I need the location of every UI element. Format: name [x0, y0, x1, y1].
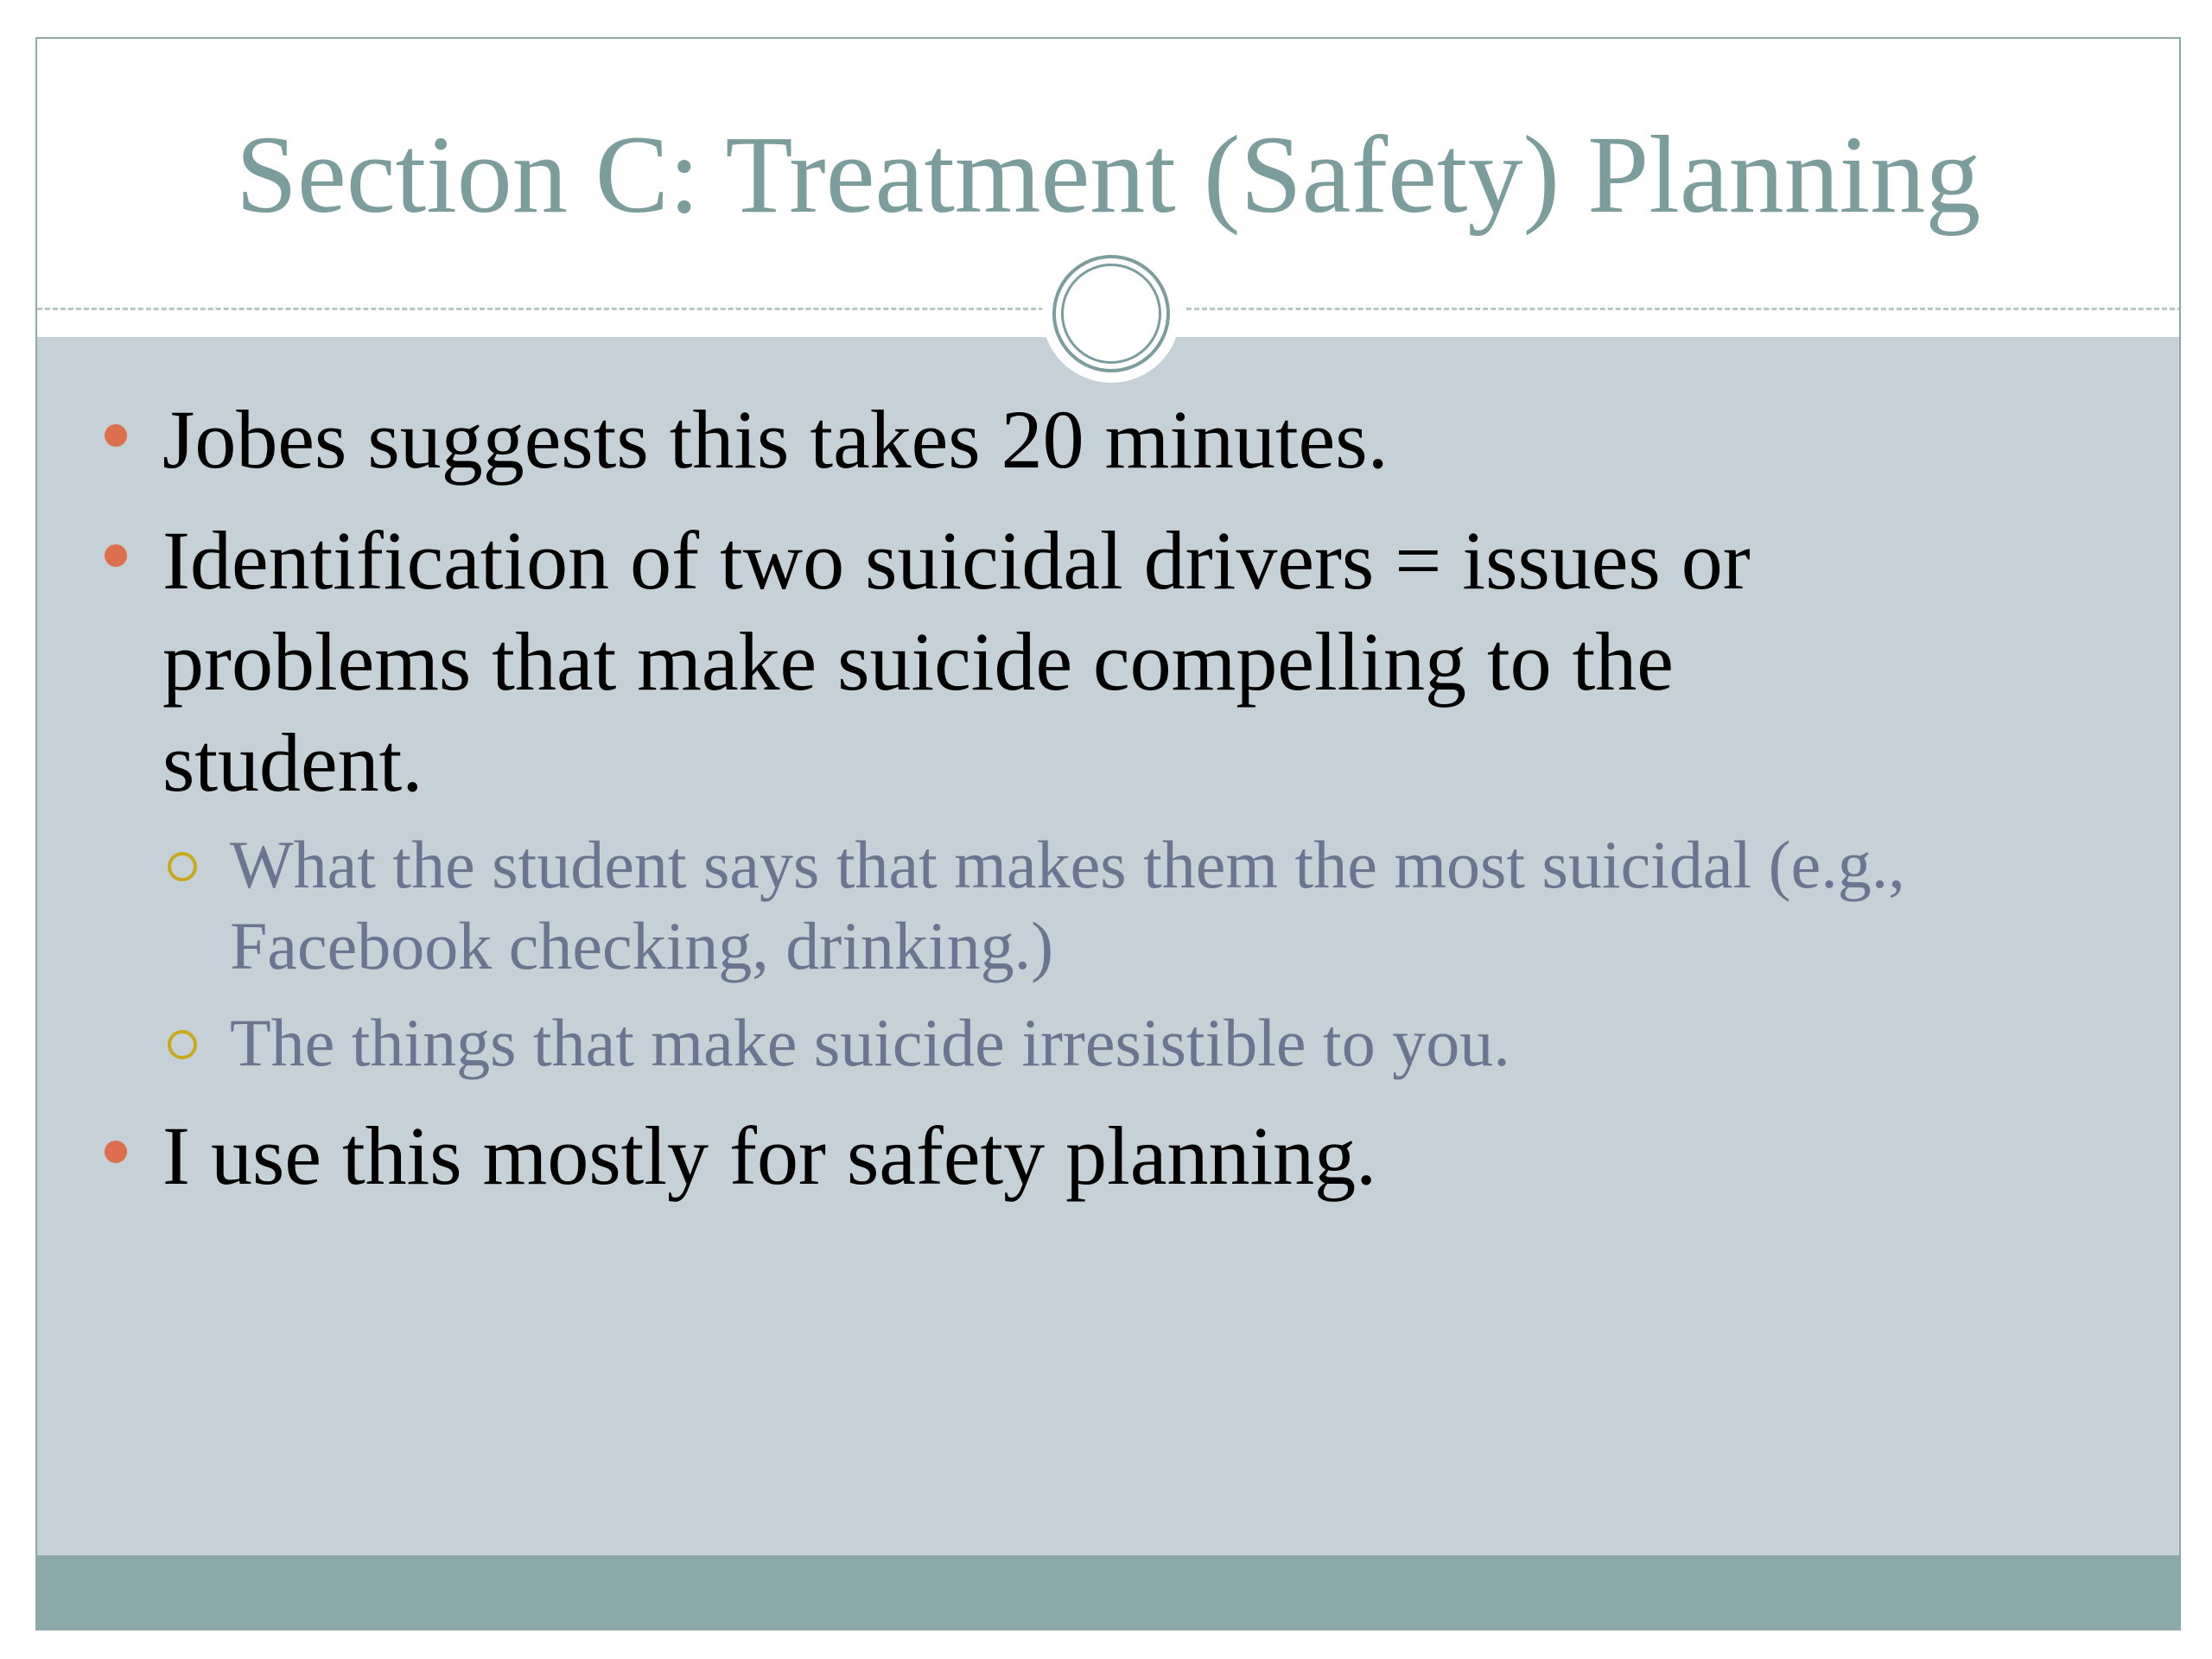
sub-bullet-line: What the student says that makes them the most suicidal (e.g.,	[230, 827, 1905, 902]
slide	[35, 37, 2181, 1630]
orange-bullet-icon	[105, 1141, 127, 1163]
sub-bullet-line: The things that make suicide irresistible to you.	[230, 1005, 1510, 1080]
bullet-line: student.	[162, 716, 423, 809]
bullet-line: I use this mostly for safety planning.	[162, 1109, 1377, 1202]
yellow-ring-bullet-icon	[168, 852, 197, 881]
yellow-ring-bullet-icon	[168, 1030, 197, 1059]
bullet-item	[162, 510, 2089, 813]
sub-bullet-line: Facebook checking, drinking.)	[230, 908, 1054, 983]
bullet-line: Identification of two suicidal drivers = issues or	[162, 514, 1751, 607]
bullet-line: problems that make suicide compelling to the	[162, 615, 1674, 708]
slide-title: Section C: Treatment (Safety) Planning	[235, 113, 1981, 236]
orange-bullet-icon	[105, 544, 127, 567]
bullet-item	[162, 1105, 2089, 1206]
sub-bullet-item	[230, 1002, 2157, 1084]
orange-bullet-icon	[105, 424, 127, 447]
bullet-line: Jobes suggests this takes 20 minutes.	[162, 393, 1389, 486]
sub-bullet-item	[230, 824, 2157, 987]
bullet-list	[37, 39, 2179, 1629]
bullet-item	[162, 389, 2089, 490]
